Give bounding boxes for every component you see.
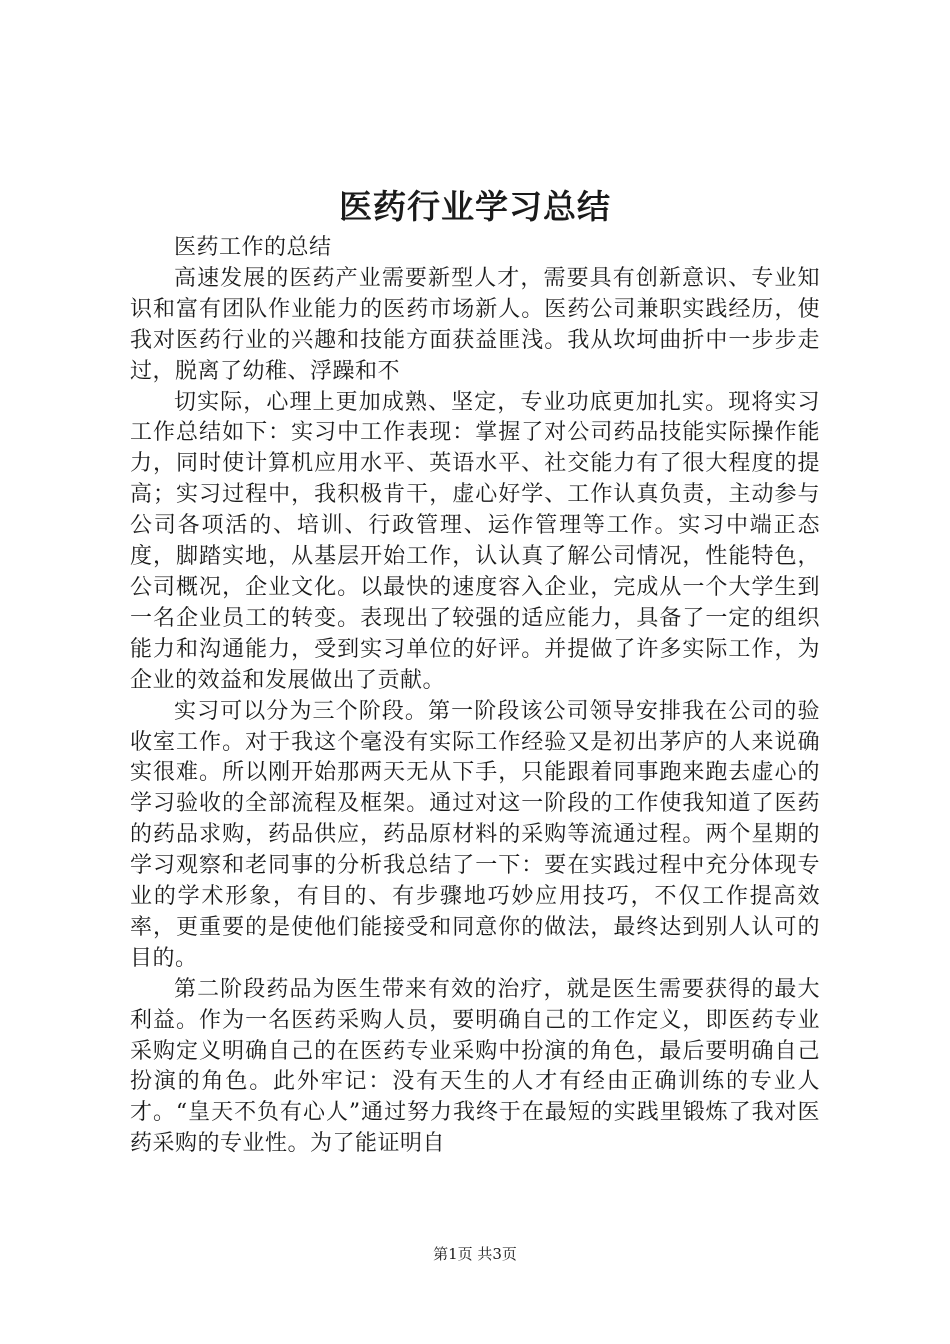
- paragraph: 高速发展的医药产业需要新型人才，需要具有创新意识、专业知识和富有团队作业能力的医药市场新人。医药公司兼职实践经历，使我对医药行业的兴趣和技能方面获益匪浅。我从坎坷曲折中一步步走过，脱离了幼稚、浮躁和不: [130, 265, 820, 384]
- page-footer: 第1页 共3页: [433, 1245, 517, 1263]
- document-title: 医药行业学习总结: [339, 187, 611, 226]
- paragraph: 实习可以分为三个阶段。第一阶段该公司领导安排我在公司的验收室工作。对于我这个毫没有实际工作经验又是初出茅庐的人来说确实很难。所以刚开始那两天无从下手，只能跟着同事跑来跑去虚心的学习验收的全部流程及框架。通过对这一阶段的工作使我知道了医药的药品求购，药品供应，药品原材料的采购等流通过程。两个星期的学习观察和老同事的分析我总结了一下：要在实践过程中充分体现专业的学术形象，有目的、有步骤地巧妙应用技巧，不仅工作提高效率，更重要的是使他们能接受和同意你的做法，最终达到别人认可的目的。: [130, 698, 820, 971]
- paragraph: 第二阶段药品为医生带来有效的治疗，就是医生需要获得的最大利益。作为一名医药采购人员，要明确自己的工作定义，即医药专业采购定义明确自己的在医药专业采购中扮演的角色，最后要明确自己扮演的角色。此外牢记：没有天生的人才有经由正确训练的专业人才。“皇天不负有心人”通过努力我终于在最短的实践里锻炼了我对医药采购的专业性。为了能证明自: [130, 976, 820, 1157]
- paragraph: 切实际，心理上更加成熟、坚定，专业功底更加扎实。现将实习工作总结如下：实习中工作表现：掌握了对公司药品技能实际操作能力，同时使计算机应用水平、英语水平、社交能力有了很大程度的提高；实习过程中，我积极肯干，虚心好学、工作认真负责，主动参与公司各项活的、培训、行政管理、运作管理等工作。实习中端正态度，脚踏实地，从基层开始工作，认认真了解公司情况，性能特色，公司概况，企业文化。以最快的速度容入企业，完成从一个大学生到一名企业员工的转变。表现出了较强的适应能力，具备了一定的组织能力和沟通能力，受到实习单位的好评。并提做了许多实际工作，为企业的效益和发展做出了贡献。: [130, 389, 820, 693]
- paragraph-subtitle: 医药工作的总结: [174, 235, 332, 260]
- document-body: [130, 233, 820, 1160]
